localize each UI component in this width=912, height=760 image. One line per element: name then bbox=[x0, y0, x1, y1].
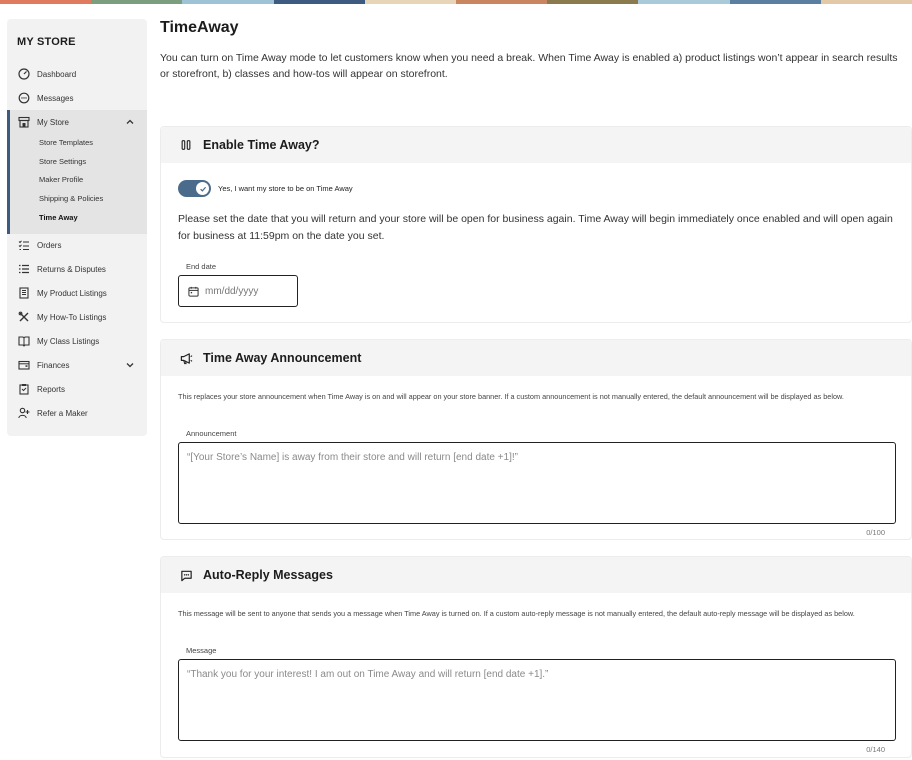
sidebar-item-label: My Class Listings bbox=[37, 336, 100, 346]
sidebar-subitem-time-away[interactable]: Time Away bbox=[39, 213, 78, 222]
auto-reply-char-counter: 0/140 bbox=[866, 745, 885, 754]
card-header bbox=[161, 340, 911, 376]
sidebar-item-class-listings[interactable] bbox=[7, 331, 147, 351]
toggle-label: Yes, I want my store to be on Time Away bbox=[218, 184, 353, 193]
sidebar-item-label: Returns & Disputes bbox=[37, 264, 106, 274]
stripe-segment bbox=[456, 0, 547, 4]
megaphone-icon bbox=[179, 351, 193, 365]
clipboard-icon bbox=[18, 383, 30, 395]
sidebar-item-refer-maker[interactable] bbox=[7, 403, 147, 423]
sidebar-item-label: Orders bbox=[37, 240, 62, 250]
stripe-segment bbox=[274, 0, 365, 4]
pause-icon bbox=[179, 138, 193, 152]
time-away-description: Please set the date that you will return and your store will be open for business again. Time Away will begin immediately once enabled and will open again for business at 11:59pm on the date you set. bbox=[178, 213, 893, 242]
time-away-toggle[interactable] bbox=[178, 180, 211, 197]
end-date-label: End date bbox=[186, 262, 217, 271]
toggle-knob bbox=[196, 182, 209, 195]
sidebar-item-howto-listings[interactable] bbox=[7, 307, 147, 327]
message-label: Message bbox=[186, 646, 217, 655]
sidebar-item-label: My How-To Listings bbox=[37, 312, 107, 322]
sidebar-item-messages[interactable] bbox=[7, 88, 147, 108]
sidebar-subitem-maker-profile[interactable]: Maker Profile bbox=[39, 175, 84, 184]
list-icon bbox=[18, 263, 30, 275]
end-date-placeholder: mm/dd/yyyy bbox=[205, 285, 259, 297]
card-header bbox=[161, 557, 911, 593]
auto-reply-description: This message will be sent to anyone that sends you a message when Time Away is turned on. If a custom auto-reply message is not manually entered, the default auto-reply message will be displayed as below. bbox=[178, 609, 855, 618]
sidebar-item-label: Messages bbox=[37, 93, 74, 103]
announcement-card bbox=[160, 339, 912, 540]
sidebar-item-label: Dashboard bbox=[37, 69, 77, 79]
tools-icon bbox=[18, 311, 30, 323]
stripe-segment bbox=[91, 0, 182, 4]
announcement-char-counter: 0/100 bbox=[866, 528, 885, 537]
orders-list-icon bbox=[18, 239, 30, 251]
add-user-icon bbox=[18, 407, 30, 419]
my-store-section bbox=[7, 110, 147, 234]
stripe-segment bbox=[365, 0, 456, 4]
sidebar-item-label: My Product Listings bbox=[37, 288, 107, 298]
sidebar-item-finances[interactable] bbox=[7, 355, 147, 375]
page-title: TimeAway bbox=[160, 19, 239, 36]
dashboard-icon bbox=[18, 68, 30, 80]
end-date-input[interactable] bbox=[178, 275, 298, 307]
chevron-up-icon[interactable] bbox=[125, 117, 135, 127]
card-heading: Enable Time Away? bbox=[203, 138, 320, 152]
document-icon bbox=[18, 287, 30, 299]
sidebar-subitem-store-templates[interactable]: Store Templates bbox=[39, 138, 94, 147]
message-icon bbox=[179, 568, 193, 582]
sidebar-item-label: Refer a Maker bbox=[37, 408, 88, 418]
sidebar-item-returns-disputes[interactable] bbox=[7, 259, 147, 279]
auto-reply-textarea[interactable]: “Thank you for your interest! I am out on Time Away and will return [end date +1].” bbox=[178, 659, 896, 741]
announcement-description: This replaces your store announcement when Time Away is on and will appear on your store banner. If a custom announcement is not manually entered, the default announcement will be displayed as below. bbox=[178, 392, 844, 401]
chat-bubble-icon bbox=[18, 92, 30, 104]
stripe-segment bbox=[0, 0, 91, 4]
sidebar-item-reports[interactable] bbox=[7, 379, 147, 399]
sidebar bbox=[7, 19, 147, 436]
calendar-icon bbox=[188, 286, 199, 297]
chevron-down-icon[interactable] bbox=[125, 360, 135, 370]
sidebar-item-label: Finances bbox=[37, 360, 70, 370]
top-color-stripe bbox=[0, 0, 912, 4]
announcement-label: Announcement bbox=[186, 429, 237, 438]
card-header bbox=[161, 127, 911, 163]
stripe-segment bbox=[547, 0, 638, 4]
stripe-segment bbox=[821, 0, 912, 4]
sidebar-item-label: Reports bbox=[37, 384, 66, 394]
stripe-segment bbox=[638, 0, 729, 4]
sidebar-title: MY STORE bbox=[17, 36, 76, 48]
book-icon bbox=[18, 335, 30, 347]
sidebar-item-product-listings[interactable] bbox=[7, 283, 147, 303]
sidebar-item-my-store[interactable] bbox=[7, 112, 147, 132]
announcement-textarea[interactable]: “[Your Store’s Name] is away from their store and will return [end date +1]!” bbox=[178, 442, 896, 524]
card-heading: Auto-Reply Messages bbox=[203, 568, 333, 582]
check-icon bbox=[199, 185, 207, 193]
enable-time-away-card bbox=[160, 126, 912, 323]
sidebar-subitem-shipping-policies[interactable]: Shipping & Policies bbox=[39, 194, 104, 203]
sidebar-item-orders[interactable] bbox=[7, 235, 147, 255]
sidebar-item-label: My Store bbox=[37, 117, 70, 127]
page-intro: You can turn on Time Away mode to let customers know when you need a break. When Time Away is enabled a) product listings won’t appear in search results or storefront, b) classes and how-tos will appear on storefront. bbox=[160, 52, 898, 80]
sidebar-item-dashboard[interactable] bbox=[7, 64, 147, 84]
card-heading: Time Away Announcement bbox=[203, 351, 362, 365]
store-icon bbox=[18, 116, 30, 128]
stripe-segment bbox=[730, 0, 821, 4]
wallet-icon bbox=[18, 359, 30, 371]
stripe-segment bbox=[182, 0, 273, 4]
sidebar-subitem-store-settings[interactable]: Store Settings bbox=[39, 157, 87, 166]
auto-reply-card bbox=[160, 556, 912, 758]
